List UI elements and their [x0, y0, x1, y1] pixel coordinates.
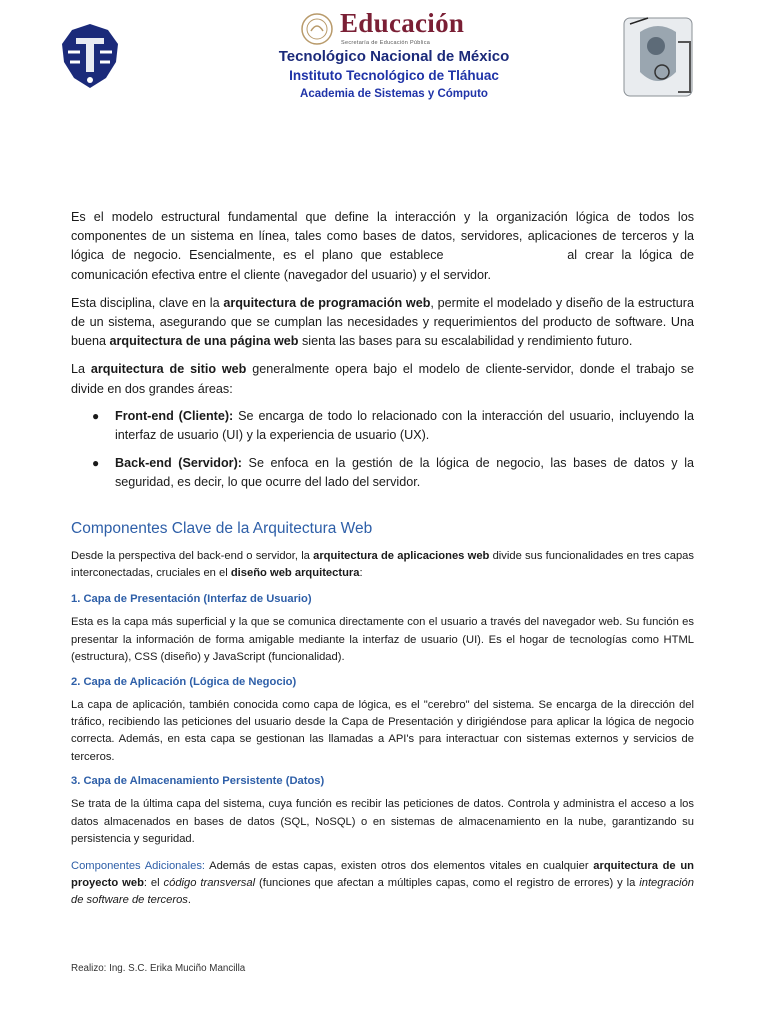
intro-paragraph-1: Es el modelo estructural fundamental que define la interacción y la organización lógica de todos los componentes de un sistema en línea, tales como bases de datos, servidores, aplicaciones de terceros y la lógica de negocio. Esencialmente, es el plano que establece al crear la lógica de comunicación efectiva entre el cliente (navegador del usuario) y el servidor.: [71, 210, 695, 282]
layer-1-text: Esta es la capa más superficial y la que se comunica directamente con el usuario a través del navegador web. Su función es presentar la información de forma amigable mediante la interfaz de usuario (UI). Es el hogar de tecnologías como HTML (estructura), CSS (diseño) y JavaScript (funcionalidad).: [71, 616, 694, 664]
list-item-backend: ● Back-end (Servidor): Se enfoca en la gestión de la lógica de negocio, las bases de datos y la seguridad, es decir, lo que ocurre del lado del servidor.: [92, 456, 695, 490]
layer-2-title: 2. Capa de Aplicación (Lógica de Negocio): [71, 675, 297, 688]
layer-2-text: La capa de aplicación, también conocida como capa de lógica, es el "cerebro" del sistema. Se encarga de la dirección del tráfico, recibiendo las peticiones del usuario desde la Capa de Presentación y dirigiéndose para aplicar la lógica de negocio correcta. Además, en esta capa se gestionan las llamadas a API's para interactuar con sistemas externos y servicios de terceros.: [71, 698, 694, 763]
bullet-icon: ●: [92, 408, 100, 423]
footer-author: Realizo: Ing. S.C. Erika Muciño Mancilla: [71, 963, 246, 974]
sep-emblem-icon: [300, 12, 334, 46]
layer-1-title: 1. Capa de Presentación (Interfaz de Usuario): [71, 593, 312, 606]
itt-logo: [618, 12, 698, 102]
components-heading: Componentes Clave de la Arquitectura Web: [71, 519, 373, 537]
brand-subtitle: Secretaría de Educación Pública: [341, 40, 431, 46]
bullet-icon: ●: [92, 456, 100, 471]
layer-3-text: Se trata de la última capa del sistema, cuya función es recibir las peticiones de datos. Controla y administra el acceso a los datos almacenados en bases de datos (SQL, NoSQL) o en sistemas de almacenamiento en la nube, garantizando su persistencia y seguridad.: [71, 798, 694, 846]
list-item-frontend: ● Front-end (Cliente): Se encarga de todo lo relacionado con la interacción del usuario, incluyendo la interfaz de usuario (UI) y la experiencia de usuario (UX).: [92, 408, 694, 443]
main-content: [71, 208, 694, 910]
header-campus: Instituto Tecnológico de Tláhuac: [289, 68, 499, 83]
header-institution: Tecnológico Nacional de México: [278, 48, 510, 65]
components-intro: Desde la perspectiva del back-end o servidor, la arquitectura de aplicaciones web divide sus funcionalidades en tres capas interconectadas, cruciales en el diseño web arquitectura:: [71, 549, 694, 580]
additional-components: Componentes Adicionales: Además de estas capas, existen otros dos elementos vitales en cualquier arquitectura de un proyecto web: el código transversal (funciones que afectan a múltiples capas, como el registro de errores) y la integración de software de terceros.: [71, 859, 694, 907]
intro-paragraph-3: La arquitectura de sitio web generalmente opera bajo el modelo de cliente-servidor, donde el trabajo se divide en dos grandes áreas:: [71, 362, 694, 396]
layer-3-title: 3. Capa de Almacenamiento Persistente (Datos): [71, 775, 325, 788]
intro-paragraph-2: Esta disciplina, clave en la arquitectura de programación web, permite el modelado y diseño de la estructura de un sistema, asegurando que se cumplan las necesidades y requerimientos del producto de software. Una buena arquitectura de una página web sienta las bases para su escalabilidad y rendimiento futuro.: [71, 295, 694, 349]
client-server-list: [71, 407, 694, 493]
brand-title: Educación: [340, 8, 465, 38]
header-academy: Academia de Sistemas y Cómputo: [300, 88, 488, 100]
